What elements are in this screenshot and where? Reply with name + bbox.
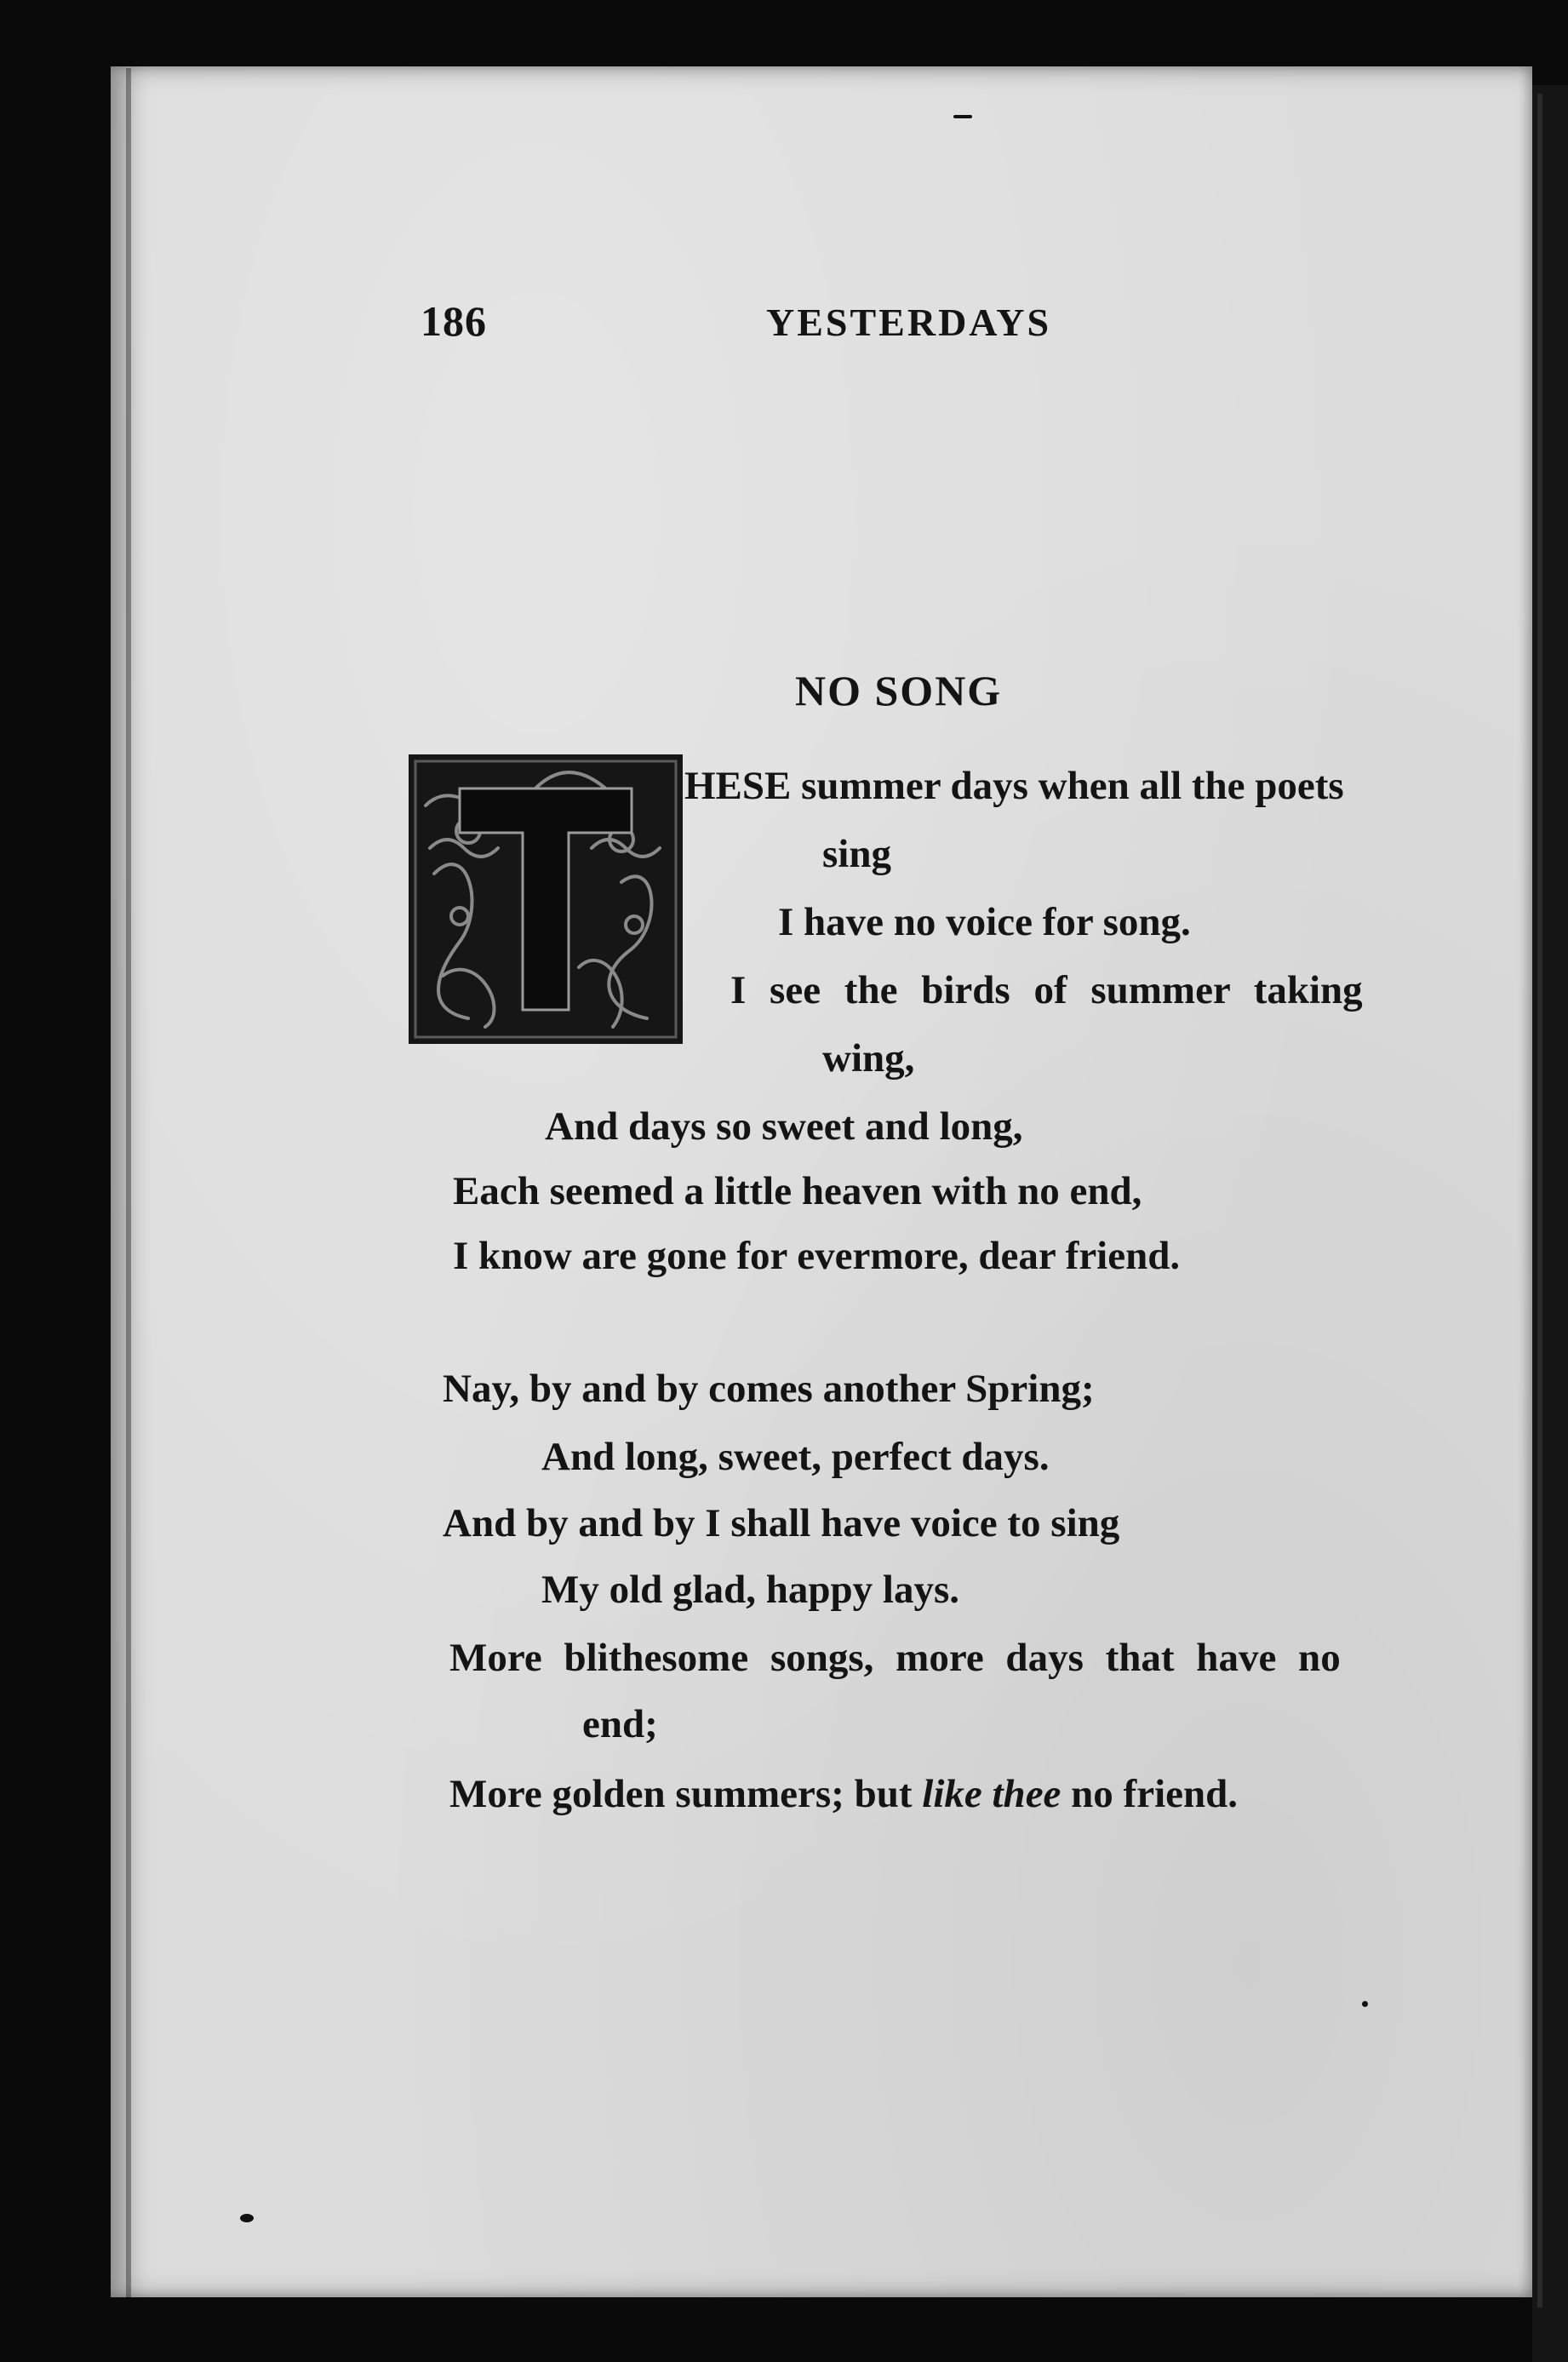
poem-line-8: I know are gone for evermore, dear friend. — [453, 1234, 1181, 1278]
poem-title: NO SONG — [795, 667, 1003, 714]
ink-speck — [1362, 2001, 1368, 2007]
poem-last-line — [449, 1771, 1238, 1817]
poem-line-6: And days so sweet and long, — [545, 1104, 1023, 1149]
poem-line-2: sing — [822, 832, 891, 876]
page-gutter-shadow — [126, 68, 131, 2299]
poem-line-3: I have no voice for song. — [778, 900, 1191, 944]
poem-line-12: My old glad, happy lays. — [541, 1568, 960, 1612]
page-edge-rule — [1537, 94, 1542, 2308]
poem-line-5: wing, — [822, 1036, 915, 1081]
poem-line-7: Each seemed a little heaven with no end, — [453, 1169, 1142, 1213]
running-title: YESTERDAYS — [766, 301, 1052, 344]
last-line-start: More golden summers; but — [449, 1772, 923, 1816]
last-line-end: no friend. — [1061, 1772, 1239, 1816]
poem-line-9: Nay, by and by comes another Spring; — [443, 1367, 1095, 1411]
poem-line-14: end; — [582, 1702, 658, 1746]
poem-line-11: And by and by I shall have voice to sing — [443, 1501, 1120, 1545]
ink-speck — [240, 2214, 254, 2222]
last-line-italic: like thee — [922, 1772, 1062, 1816]
poem-line-4: I see the birds of summer taking — [730, 968, 1363, 1012]
ornamental-drop-cap — [409, 754, 683, 1044]
page-number: 186 — [421, 297, 487, 345]
poem-line-13: More blithesome songs, more days that have no — [449, 1636, 1341, 1680]
poem-line-10: And long, sweet, perfect days. — [541, 1435, 1050, 1479]
ink-speck — [953, 115, 972, 118]
poem-line-1: HESE summer days when all the poets — [684, 764, 1344, 808]
